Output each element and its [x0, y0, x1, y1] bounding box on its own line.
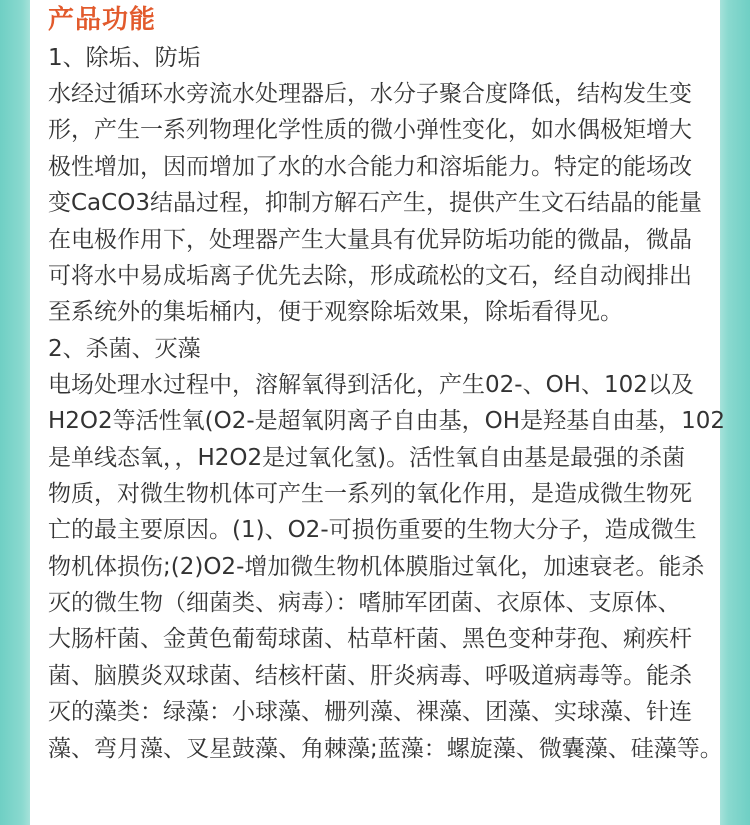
paragraph-line: 形，产生一系列物理化学性质的微小弹性变化，如水偶极矩增大	[48, 117, 692, 144]
paragraph-line: 亡的最主要原因。(1)、O2-可损伤重要的生物大分子，造成微生	[48, 517, 697, 544]
paragraph-line: 物质，对微生物机体可产生一系列的氧化作用，是造成微生物死	[48, 480, 692, 507]
paragraph-line: 灭的微生物（细菌类、病毒）：嗜肺军团菌、衣原体、支原体、	[48, 590, 681, 617]
product-function-article	[48, 0, 748, 767]
section-heading: 2、杀菌、灭藻	[48, 335, 201, 362]
paragraph-line: 在电极作用下，处理器产生大量具有优异防垢功能的微晶，微晶	[48, 226, 692, 253]
section-heading: 1、除垢、防垢	[48, 45, 201, 71]
paragraph-line: 灭的藻类：绿藻：小球藻、栅列藻、裸藻、团藻、实球藻、针连	[48, 699, 692, 726]
paragraph-line: 菌、脑膜炎双球菌、结核杆菌、肝炎病毒、呼吸道病毒等。能杀	[48, 662, 692, 689]
section-descaling	[48, 40, 748, 331]
paragraph-line: 极性增加，因而增加了水的水合能力和溶垢能力。特定的能场改	[48, 153, 692, 180]
paragraph-line: 可将水中易成垢离子优先去除，形成疏松的文石，经自动阀排出	[48, 262, 692, 289]
paragraph-line: 藻、弯月藻、叉星鼓藻、角棘藻;蓝藻：螺旋藻、微囊藻、硅藻等。	[48, 735, 723, 762]
paragraph-line: 电场处理水过程中，溶解氧得到活化，产生02-、OH、102以及	[48, 371, 694, 398]
section-sterilization	[48, 331, 748, 767]
paragraph-line: H2O2等活性氧(O2-是超氧阴离子自由基，OH是羟基自由基，102	[48, 408, 725, 435]
paragraph-line: 至系统外的集垢桶内，便于观察除垢效果，除垢看得见。	[48, 299, 623, 326]
page-title: 产品功能	[48, 5, 157, 35]
paragraph-line: 大肠杆菌、金黄色葡萄球菌、枯草杆菌、黑色变种芽孢、痢疾杆	[48, 626, 692, 653]
paragraph-line: 变CaCO3结晶过程，抑制方解石产生，提供产生文石结晶的能量	[48, 190, 702, 217]
paragraph-line: 物机体损伤;(2)O2-增加微生物机体膜脂过氧化，加速衰老。能杀	[48, 553, 705, 580]
paragraph-line: 是单线态氧，，H2O2是过氧化氢)。活性氧自由基是最强的杀菌	[48, 444, 686, 471]
paragraph-line: 水经过循环水旁流水处理器后，水分子聚合度降低，结构发生变	[48, 81, 692, 107]
